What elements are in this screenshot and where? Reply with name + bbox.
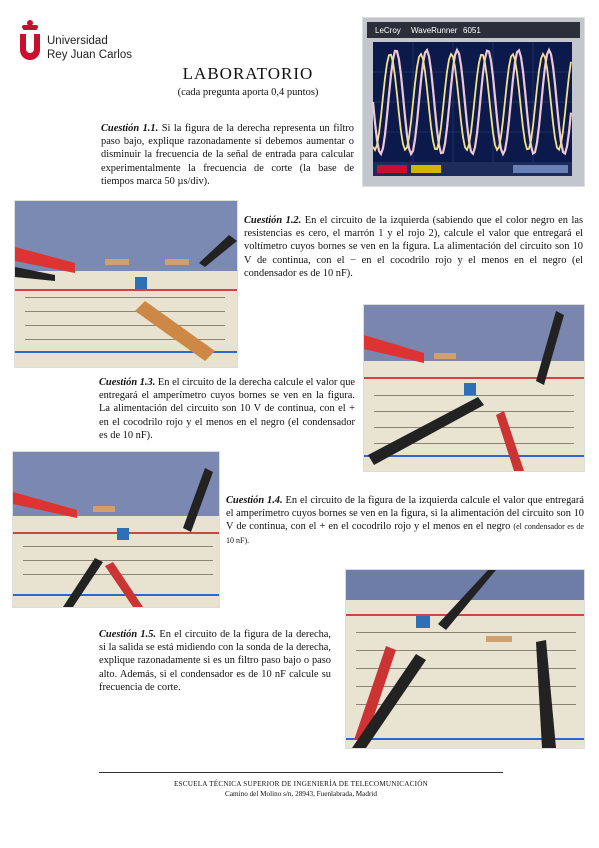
question-1-5 [99,628,331,694]
oscilloscope-number-label: 6051 [463,26,481,35]
oscilloscope-drawing [363,18,584,186]
question-1-2-text: En el circuito de la izquierda (sabiendo que el color negro en las resistencias es cero, el marrón 1 y el rojo 2), calcule el valor que entregará el voltímetro cuyos bornes se ven en la figura. La alimentación del circuito son 10 V de continua, con el − en el cocodrilo rojo y el menos en el negro (el condensador es de 10 nF). [244,215,584,279]
page-title: LABORATORIO [182,64,314,83]
question-1-4-label: Cuestión 1.4. [226,495,283,506]
footer-address: Camino del Molino s/n, 28943, Fuenlabrada, Madrid [225,790,377,798]
question-1-4-note: (el condensador es de 10 nF). [226,522,584,545]
page-subtitle: (cada pregunta aporta 0,4 puntos) [177,87,319,98]
question-1-2 [244,214,583,280]
question-1-3 [99,376,355,442]
oscilloscope-brand-label: LeCroy [375,26,401,35]
circuit-photo-1 [14,200,238,368]
footer-divider [99,772,503,773]
university-logo-icon [17,18,43,62]
oscilloscope-photo [362,17,585,187]
question-1-1 [101,122,354,188]
circuit-photo-3 [12,451,220,608]
university-name-line1: Universidad [47,35,108,47]
question-1-4-text: En el circuito de la figura de la izquierda calcule el valor que entregará el amperímetro cuyos bornes se ven en la figura, si la alimentación del circuito son 10 V de continua, con el + en el cocodrilo rojo y el menos en el negro [226,495,584,533]
university-name-line2: Rey Juan Carlos [47,49,133,61]
question-1-2-label: Cuestión 1.2. [244,215,302,226]
question-1-5-text: En el circuito de la figura de la derecha, si la salida se está midiendo con la sonda de la derecha, explique razonadamente si es un filtro paso bajo o paso alto. Además, si el condensador es de 10 nF calcule su frecuencia de corte. [99,629,332,693]
footer-school: ESCUELA TÉCNICA SUPERIOR DE INGENIERÍA DE TELECOMUNICACIÓN [173,780,429,788]
question-1-1-text: Si la figura de la derecha representa un filtro paso bajo, explique razonadamente si debemos aumentar o disminuir la frecuencia de la señal de entrada para calcular experimentalmente la frecuencia de corte (la base de tiempos marca 50 µs/div). [101,123,355,187]
question-1-4 [226,494,584,547]
question-1-5-label: Cuestión 1.5. [99,629,157,640]
question-1-1-label: Cuestión 1.1. [101,123,159,134]
oscilloscope-model-label: WaveRunner [411,26,458,35]
circuit-photo-2 [363,304,585,472]
question-1-3-text: En el circuito de la derecha calcule el valor que entregará el amperímetro cuyos bornes se ven en la figura. La alimentación del circuito son 10 V de continua, con el + en el cocodrilo rojo y el menos en el negro (el condensador es de 10 nF). [99,377,355,441]
university-name [47,34,132,62]
question-1-3-label: Cuestión 1.3. [99,377,156,388]
circuit-photo-4 [345,569,585,749]
